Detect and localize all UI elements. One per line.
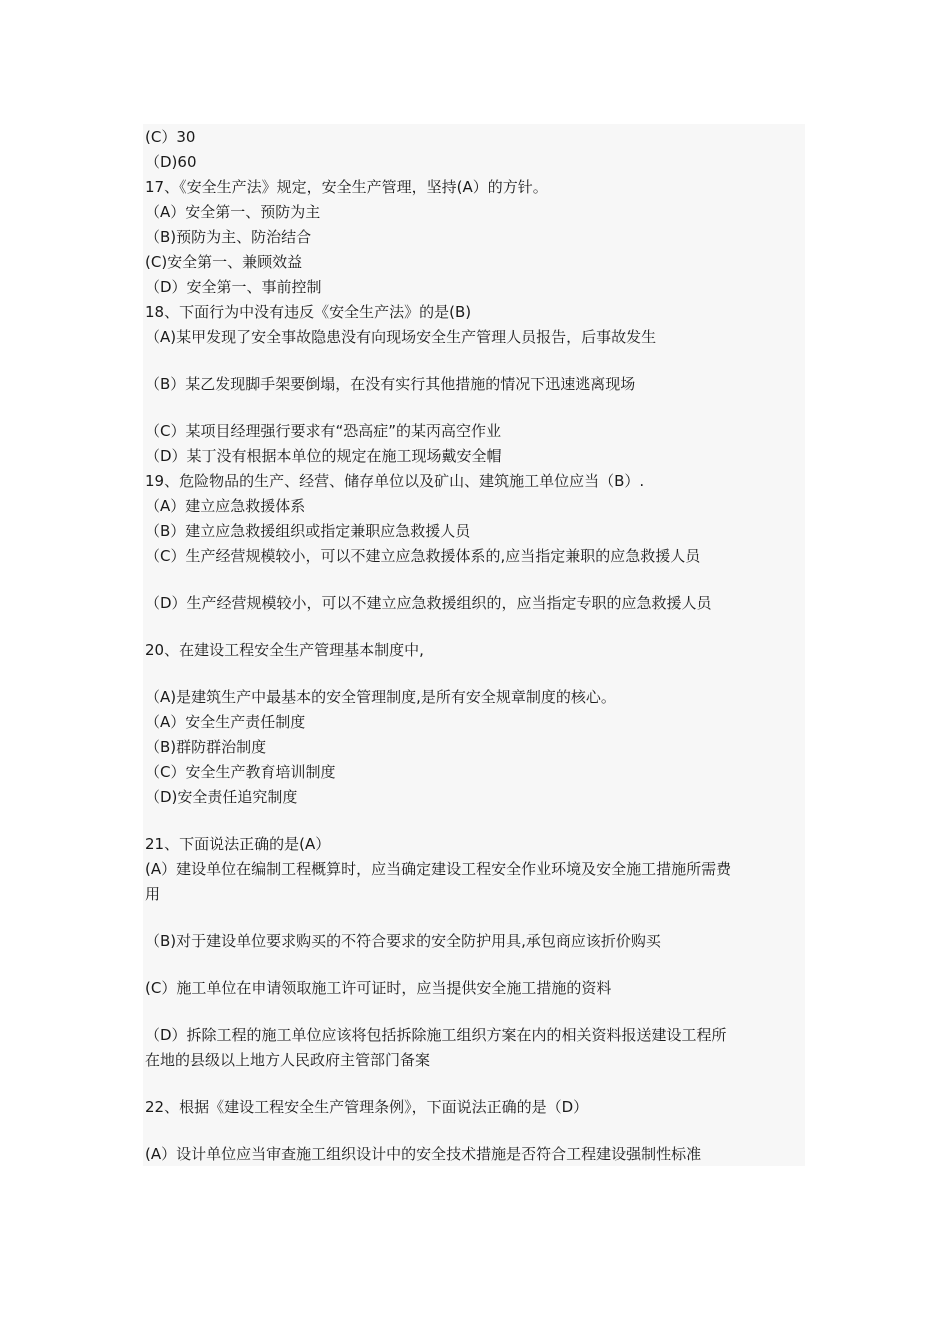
question-17: 17、《安全生产法》规定，安全生产管理，坚持(A）的方针。	[145, 178, 548, 196]
document-page	[143, 124, 805, 1166]
text-line: (A）设计单位应当审查施工组织设计中的安全技术措施是否符合工程建设强制性标准	[145, 1145, 702, 1163]
text-line: （A）安全生产责任制度	[145, 713, 306, 731]
text-line: （C）某项目经理强行要求有“恐高症”的某丙高空作业	[145, 422, 502, 440]
text-line: （D）生产经营规模较小，可以不建立应急救援组织的，应当指定专职的应急救援人员	[145, 594, 712, 612]
text-line: （B）建立应急救援组织或指定兼职应急救援人员	[145, 522, 471, 540]
text-line: （D)安全责任追究制度	[145, 788, 298, 806]
text-line: （C）生产经营规模较小，可以不建立应急救援体系的,应当指定兼职的应急救援人员	[145, 547, 701, 565]
question-20: 20、在建设工程安全生产管理基本制度中,	[145, 641, 424, 659]
text-line: （D)60	[145, 153, 197, 171]
text-line: （B）某乙发现脚手架要倒塌，在没有实行其他措施的情况下迅速逃离现场	[145, 375, 636, 393]
question-21: 21、下面说法正确的是(A）	[145, 835, 331, 853]
text-line: （B)对于建设单位要求购买的不符合要求的安全防护用具,承包商应该折价购买	[145, 932, 661, 950]
text-line: （A）安全第一、预防为主	[145, 203, 321, 221]
question-19: 19、危险物品的生产、经营、储存单位以及矿山、建筑施工单位应当（B）.	[145, 472, 645, 490]
text-line: (A）建设单位在编制工程概算时，应当确定建设工程安全作业环境及安全施工措施所需费	[145, 860, 732, 878]
text-line: (C）30	[145, 128, 196, 146]
text-line: （D）某丁没有根据本单位的规定在施工现场戴安全帽	[145, 447, 502, 465]
text-line: (C）施工单位在申请领取施工许可证时，应当提供安全施工措施的资料	[145, 979, 612, 997]
question-18: 18、下面行为中没有违反《安全生产法》的是(B)	[145, 303, 472, 321]
text-line: (C)安全第一、兼顾效益	[145, 253, 303, 271]
text-line: （A）建立应急救援体系	[145, 497, 306, 515]
text-line: （D）拆除工程的施工单位应该将包括拆除施工组织方案在内的相关资料报送建设工程所	[145, 1026, 727, 1044]
question-22: 22、根据《建设工程安全生产管理条例》，下面说法正确的是（D）	[145, 1098, 589, 1116]
text-line: （A)某甲发现了安全事故隐患没有向现场安全生产管理人员报告，后事故发生	[145, 328, 657, 346]
text-line: （D）安全第一、事前控制	[145, 278, 322, 296]
text-line: （B)预防为主、防治结合	[145, 228, 312, 246]
text-line: 在地的县级以上地方人民政府主管部门备案	[145, 1051, 431, 1069]
text-line: （B)群防群治制度	[145, 738, 267, 756]
text-line: （C）安全生产教育培训制度	[145, 763, 336, 781]
text-line: 用	[145, 885, 161, 903]
text-line: （A)是建筑生产中最基本的安全管理制度,是所有安全规章制度的核心。	[145, 688, 616, 706]
